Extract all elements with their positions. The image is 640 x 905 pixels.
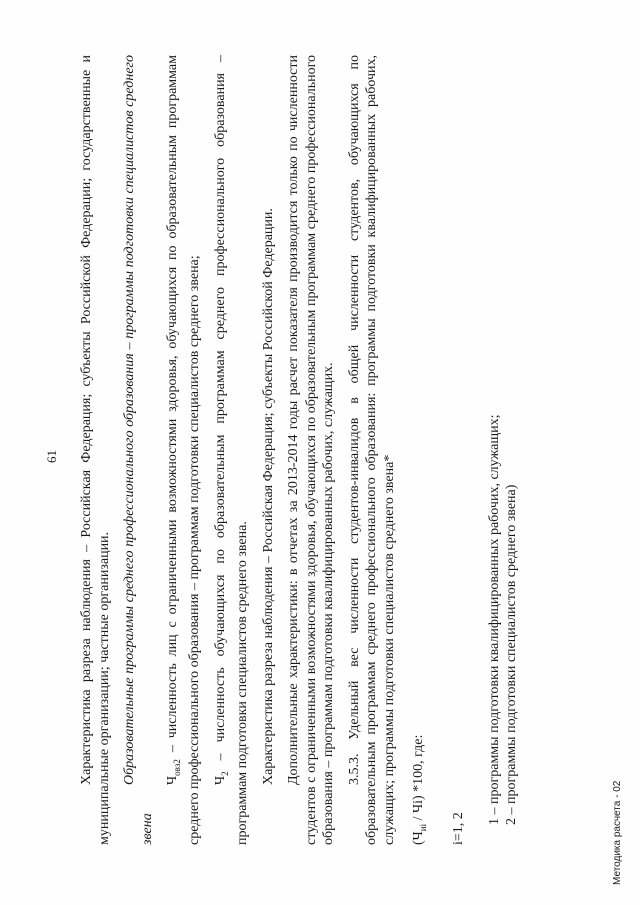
definition-list — [486, 55, 521, 825]
formula-rest: / Чi) *100, где: — [411, 734, 427, 824]
document-body — [78, 55, 521, 845]
list-item: 1 – программы подготовки квалифицированных рабочих, служащих; — [486, 414, 502, 825]
symbol-subscript: 2 — [219, 771, 230, 776]
paragraph-text: – численность лиц с ограниченными возможностями здоровья, обучающихся по образовательным программам среднего профессионального образования – программам подготовки специалистов среднего звена; — [165, 55, 203, 845]
paragraph-text: – численность обучающихся по образовательным программам среднего профессионального образования – программам подготовки специалистов среднего звена. — [212, 55, 251, 845]
list-item: 2 – программы подготовки специалистов среднего звена) — [504, 484, 520, 825]
symbol-ch: Ч — [212, 775, 228, 785]
paragraph-observation-section-2: Характеристика разреза наблюдения – Российская Федерация; субъекты Российской Федерации. — [260, 208, 276, 785]
symbol-ch: Ч — [165, 775, 180, 785]
paragraph-ch-ovz2 — [164, 55, 204, 845]
formula — [410, 55, 432, 845]
paragraph-ch2 — [212, 55, 252, 845]
page-number: 61 — [44, 450, 59, 463]
paragraph-additional-characteristics: Дополнительные характеристики: в отчетах за 2013-2014 годы расчет показателя производится только по численности студентов с ограниченными возможностями здоровья, обучающихся по образовательным программам среднего профессионального образования – программам подготовки квалифицированных рабочих, служащих. — [286, 55, 337, 845]
formula-subscript: иi — [417, 823, 428, 832]
paragraph-observation-section: Характеристика разреза наблюдения – Российская Федерация; субъекты Российской Федерации; государственные и муниципальные организации; частные организации. — [79, 55, 112, 845]
page-footer: Методика расчета - 02 — [612, 780, 623, 885]
symbol-subscript: овз2 — [171, 759, 182, 776]
formula-open: (Ч — [411, 831, 427, 845]
index-line: i=1, 2 — [451, 812, 467, 845]
paragraph-programs: Образовательные программы среднего профессионального образования – программы подготовки специалистов среднего звена — [122, 55, 155, 845]
paragraph-section-3-5-3: 3.5.3. Удельный вес численности студентов-инвалидов в общей численности студентов, обучающихся по образовательным программам среднего профессионального образования: программы подготовки квалифицированных рабочих, служащих; программы подготовки специалистов среднего звена* — [346, 55, 397, 845]
